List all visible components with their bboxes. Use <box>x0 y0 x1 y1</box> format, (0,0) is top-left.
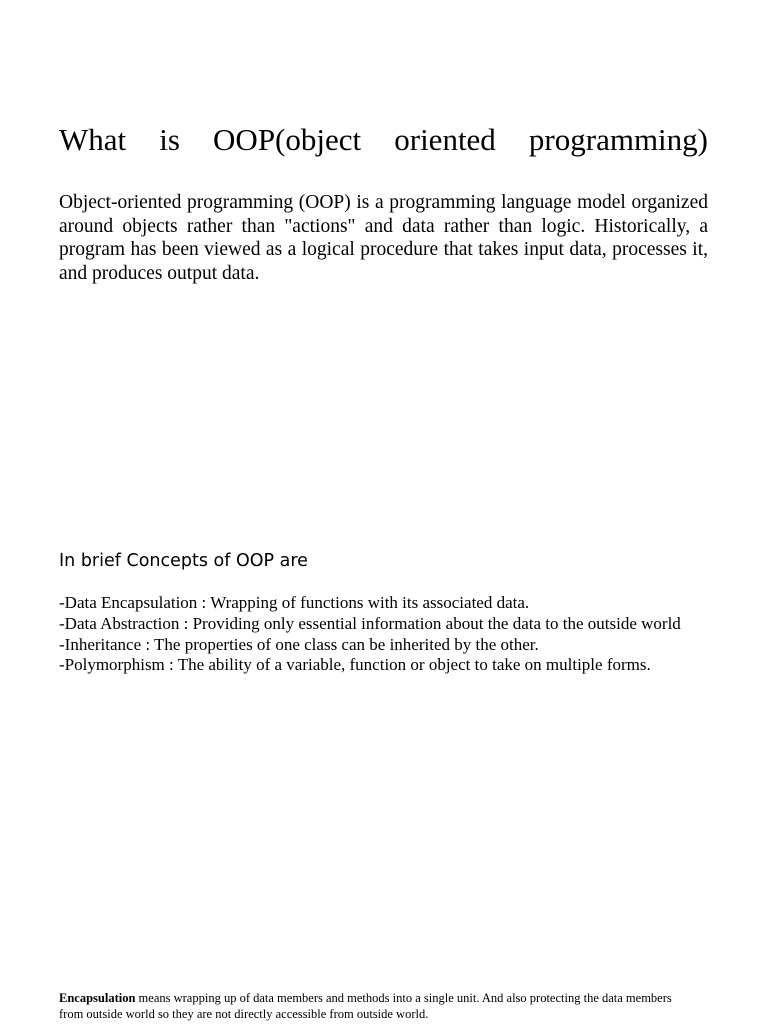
concept-item-abstraction: -Data Abstraction : Providing only essential information about the data to the outside world <box>59 613 681 633</box>
concept-item-inheritance: -Inheritance : The properties of one class can be inherited by the other. <box>59 634 539 654</box>
concept-item-encapsulation: -Data Encapsulation : Wrapping of functions with its associated data. <box>59 593 530 612</box>
concept-item-polymorphism: -Polymorphism : The ability of a variable, function or object to take on multiple forms. <box>59 655 651 675</box>
concepts-heading: In brief Concepts of OOP are <box>59 551 308 571</box>
concepts-list <box>59 593 699 676</box>
footnote-text: means wrapping up of data members and methods into a single unit. And also protecting the data members from outside world so they are not directly accessible from outside world. <box>59 991 672 1021</box>
intro-paragraph: Object-oriented programming (OOP) is a programming language model organized around objects rather than "actions" and data rather than logic. Historically, a program has been viewed as a logical procedure that takes input data, processes it, and produces output data. <box>59 192 708 284</box>
page-title: What is OOP(object oriented programming) <box>59 122 708 157</box>
encapsulation-footnote <box>59 990 699 1022</box>
footnote-term: Encapsulation <box>59 991 136 1005</box>
